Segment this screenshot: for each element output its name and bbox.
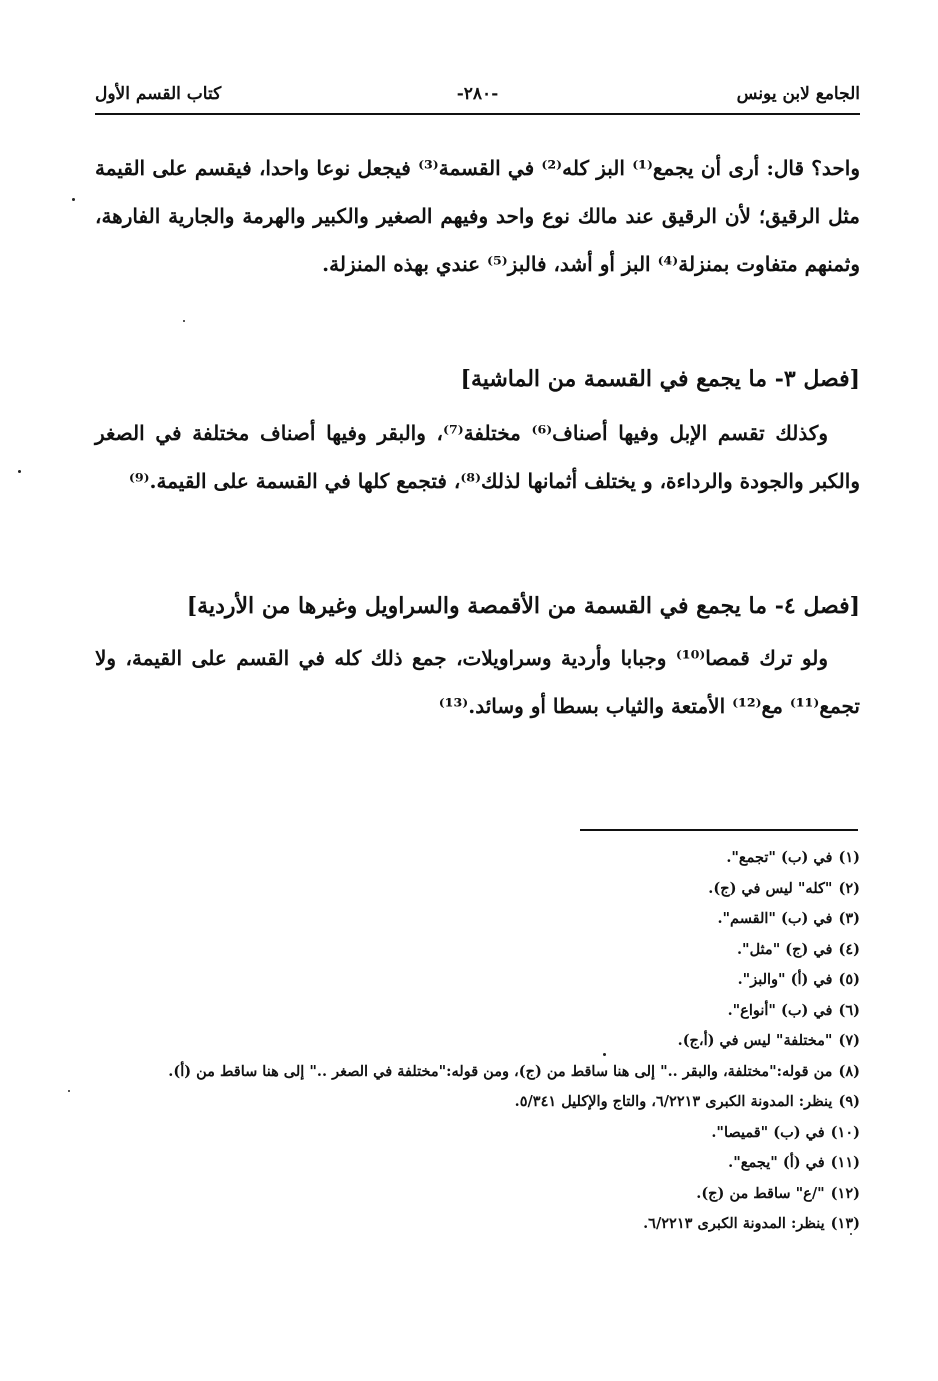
scan-speck — [603, 1053, 606, 1056]
footnote-number: (١) — [838, 849, 860, 866]
footnote-number: (١٢) — [830, 1184, 860, 1202]
footnote-text: في (ب) "قميصا". — [711, 1123, 825, 1141]
footnote-text: في (ب) "القسم". — [717, 910, 833, 927]
footnote-number: (٤) — [838, 940, 860, 958]
footnote-number: (٨) — [838, 1062, 860, 1080]
footnote-rule — [580, 829, 858, 831]
footnote-number: (٩) — [838, 1093, 860, 1110]
footnote — [95, 904, 860, 935]
footnote-number: (٢) — [838, 879, 860, 897]
footnote-text: "كله" ليس في (ج). — [708, 879, 833, 897]
scan-speck — [183, 320, 185, 322]
footnote-number: (٦) — [838, 1001, 860, 1019]
page-number: -٢٨٠- — [456, 84, 499, 104]
footnote-text: في (ب) "أنواع". — [727, 1001, 833, 1019]
header-section-title: كتاب القسم الأول — [95, 84, 222, 104]
header-rule — [95, 113, 860, 115]
footnote — [95, 1148, 860, 1179]
running-header — [95, 84, 860, 110]
footnote — [95, 1209, 860, 1240]
footnote — [95, 1026, 860, 1057]
footnotes — [95, 843, 860, 1240]
scan-speck — [850, 1233, 852, 1235]
footnote — [95, 1118, 860, 1149]
footnote — [95, 935, 860, 966]
section-4-paragraph: ولو ترك قمصا⁽¹⁰⁾ وجبابا وأردية وسراويلات، جمع ذلك كله في القسم على القيمة، ولا تجمع⁽¹¹⁾ مع⁽¹²⁾ الأمتعة والثياب بسطا أو وسائد.⁽¹³⁾ — [95, 646, 860, 718]
footnote-text: في (أ) "والبز". — [737, 971, 833, 988]
footnote-number: (١٠) — [830, 1123, 860, 1141]
footnote-text: من قوله:"مختلفة، والبقر .." إلى هنا ساقط من (ج)، ومن قوله:"مختلفة في الصغر .." إلى هنا ساقط من (أ). — [168, 1062, 833, 1080]
footnote-text: في (أ) "يجمع". — [728, 1154, 825, 1171]
section-3-paragraph: وكذلك تقسم الإبل وفيها أصناف⁽⁶⁾ مختلفة⁽⁷⁾، والبقر وفيها أصناف مختلفة في الصغر والكبر والجودة والرداءة، و يختلف أثمانها لذلك⁽⁸⁾، فتجمع كلها في القسمة على القيمة.⁽⁹⁾ — [95, 421, 860, 493]
footnote-text: في (ب) "تجمع". — [726, 849, 833, 866]
footnote — [95, 1087, 860, 1118]
footnote-number: (٣) — [838, 910, 860, 927]
header-book-title: الجامع لابن يونس — [736, 84, 860, 104]
footnote-number: (٧) — [838, 1032, 860, 1049]
footnote — [95, 996, 860, 1027]
footnote — [95, 843, 860, 874]
footnote-text: ينظر: المدونة الكبرى ٦/٢٢١٣. — [643, 1215, 825, 1232]
footnote — [95, 874, 860, 905]
footnote-number: (١١) — [830, 1154, 860, 1171]
scan-speck — [72, 198, 75, 201]
footnote-number: (١٣) — [830, 1215, 860, 1232]
footnote-text: ينظر: المدونة الكبرى ٦/٢٢١٣، والتاج والإكليل ٥/٣٤١. — [514, 1093, 833, 1110]
section-4-heading: [فصل ٤- ما يجمع في القسمة من الأقمصة والسراويل وغيرها من الأردية] — [186, 593, 860, 619]
scan-speck — [18, 470, 21, 473]
section-3-heading: [فصل ٣- ما يجمع في القسمة من الماشية] — [460, 366, 860, 392]
footnote-text: في (ج) "مثل". — [736, 940, 833, 958]
paragraph-1: واحد؟ قال: أرى أن يجمع⁽¹⁾ البز كله⁽²⁾ في القسمة⁽³⁾ فيجعل نوعا واحدا، فيقسم على القيمة مثل الرقيق؛ لأن الرقيق عند مالك نوع واحد وفيهم الصغير والكبير والهرمة والجارية الفارهة، وثمنهم متفاوت بمنزلة⁽⁴⁾ البز أو أشد، فالبز⁽⁵⁾ عندي بهذه المنزلة. — [95, 156, 860, 276]
footnote-text: "/ع" ساقط من (ج). — [696, 1184, 825, 1202]
footnote — [95, 1179, 860, 1210]
footnote — [95, 965, 860, 996]
footnote-text: "مختلفة" ليس في (أ،ج). — [677, 1032, 833, 1049]
footnote-number: (٥) — [838, 971, 860, 988]
footnote — [95, 1057, 860, 1088]
scan-speck — [68, 1090, 70, 1092]
